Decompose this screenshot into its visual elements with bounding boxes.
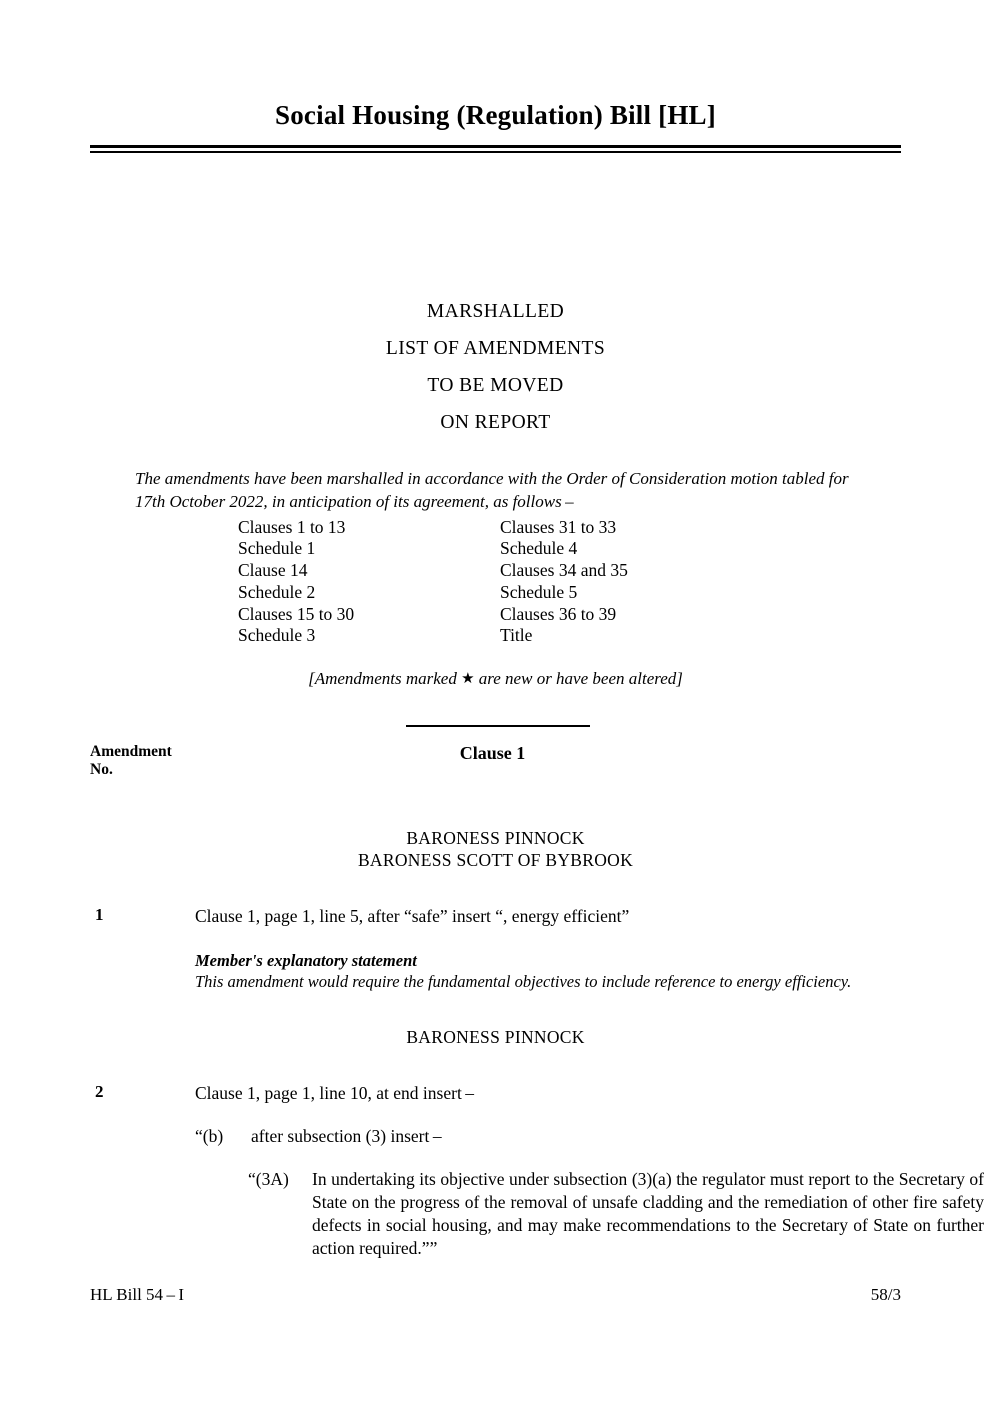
page-title: Social Housing (Regulation) Bill [HL] bbox=[275, 100, 716, 130]
subparagraph-marker: “(b) bbox=[195, 1125, 224, 1146]
amendment-entry-2 bbox=[90, 1082, 901, 1105]
amendment-text: Clause 1, page 1, line 10, at end insert – bbox=[195, 1082, 475, 1103]
clause-heading: Clause 1 bbox=[459, 742, 526, 763]
amendment-number: 2 bbox=[95, 1081, 104, 1101]
subparagraph-text: after subsection (3) insert – bbox=[251, 1125, 442, 1146]
star-icon: ★ bbox=[461, 671, 475, 688]
star-legend-close-bracket: ] bbox=[676, 669, 683, 689]
heading-on-report: ON REPORT bbox=[440, 411, 551, 433]
amendment-no-label-line1: Amendment bbox=[90, 742, 172, 760]
order-item: Clauses 36 to 39 bbox=[500, 603, 617, 624]
sponsor-list-first bbox=[90, 827, 901, 871]
order-item: Clauses 31 to 33 bbox=[500, 516, 617, 537]
star-legend-open-bracket: [ bbox=[308, 669, 315, 689]
subsection-text: In undertaking its objective under subsection (3)(a) the regulator must report to the Secretary of State on the progress of the removal of unsafe cladding and the remediation of other fire safety defects in social housing, and may make recommendations to the Secretary of State on further action required.”” bbox=[312, 1168, 984, 1258]
order-item: Schedule 4 bbox=[500, 538, 578, 559]
amendment-number: 1 bbox=[95, 904, 104, 924]
sponsor-name: BARONESS PINNOCK bbox=[406, 1026, 585, 1047]
consideration-order-right-column bbox=[500, 517, 762, 648]
title-double-rule bbox=[90, 145, 901, 153]
order-item: Schedule 5 bbox=[500, 581, 578, 602]
amendment-no-label bbox=[90, 743, 172, 779]
sponsor-name: BARONESS PINNOCK bbox=[406, 827, 585, 848]
heading-to-be-moved: TO BE MOVED bbox=[427, 374, 564, 396]
section-separator-rule bbox=[406, 725, 590, 727]
section-separator bbox=[90, 725, 901, 727]
footer-bill-reference: HL Bill 54 – I bbox=[90, 1285, 185, 1304]
amendment-entry-1 bbox=[90, 905, 901, 928]
consideration-order bbox=[90, 517, 901, 648]
page-footer bbox=[90, 1285, 901, 1305]
order-item: Schedule 2 bbox=[238, 581, 316, 602]
sponsor-list-second bbox=[90, 1026, 901, 1048]
explanatory-statement-text: This amendment would require the fundamental objectives to include reference to energy efficiency. bbox=[195, 971, 852, 991]
amendment-2-subsection-3a bbox=[248, 1168, 984, 1260]
footer-page-number: 58/3 bbox=[870, 1285, 901, 1304]
star-legend-text-before: Amendments marked bbox=[314, 669, 462, 689]
marshalling-note: The amendments have been marshalled in accordance with the Order of Consideration motion tabled for 17th October 2022, in anticipation of its agreement, as follows – bbox=[135, 468, 849, 511]
star-legend bbox=[90, 669, 901, 689]
order-item: Schedule 1 bbox=[238, 538, 316, 559]
explanatory-statement-title: Member's explanatory statement bbox=[195, 950, 417, 970]
explanatory-statement-1 bbox=[195, 950, 901, 992]
amendment-no-label-line2: No. bbox=[90, 760, 113, 778]
order-item: Clauses 15 to 30 bbox=[238, 603, 355, 624]
heading-list-of-amendments: LIST OF AMENDMENTS bbox=[385, 337, 606, 359]
title-rule-thin bbox=[90, 151, 901, 153]
order-item: Clause 14 bbox=[238, 560, 308, 581]
subsection-marker: “(3A) bbox=[248, 1168, 289, 1189]
sponsor-name: BARONESS SCOTT OF BYBROOK bbox=[357, 849, 634, 870]
heading-marshalled: MARSHALLED bbox=[426, 300, 565, 322]
star-legend-text-after: are new or have been altered bbox=[474, 669, 677, 689]
order-item: Schedule 3 bbox=[238, 625, 316, 646]
clause-header-row bbox=[90, 743, 901, 789]
document-headings bbox=[90, 293, 901, 441]
order-item: Clauses 34 and 35 bbox=[500, 560, 628, 581]
amendment-text: Clause 1, page 1, line 5, after “safe” insert “, energy efficient” bbox=[195, 905, 630, 926]
amendment-2-subparagraph-b bbox=[195, 1125, 901, 1148]
consideration-order-left-column bbox=[238, 517, 500, 648]
order-item: Title bbox=[500, 625, 533, 646]
order-item: Clauses 1 to 13 bbox=[238, 516, 346, 537]
